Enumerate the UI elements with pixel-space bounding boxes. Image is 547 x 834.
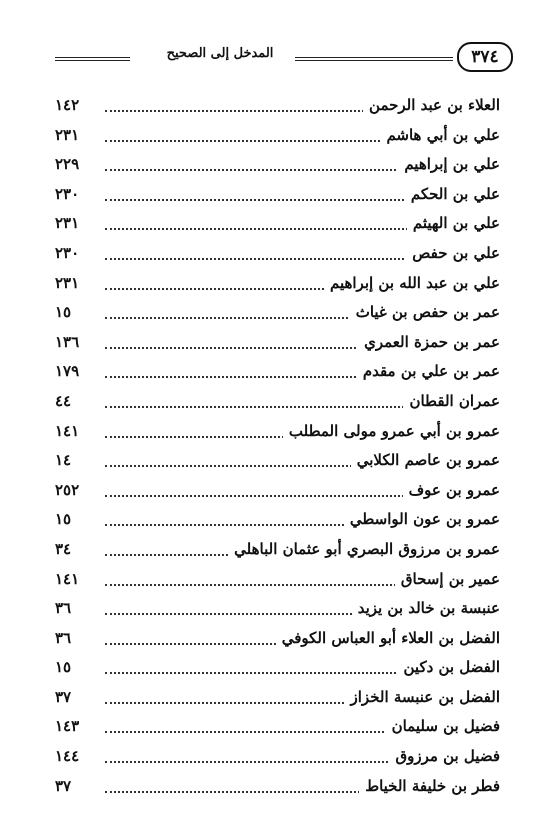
entry-page: ٢٣٠ bbox=[55, 243, 80, 262]
index-entry bbox=[55, 654, 500, 684]
entry-page: ٣٤ bbox=[55, 539, 72, 558]
index-entry bbox=[55, 151, 500, 181]
entry-name: عمرو بن عاصم الكلابي bbox=[351, 451, 500, 469]
entry-name: عمران القطان bbox=[403, 392, 500, 410]
entry-name: علي بن إبراهيم bbox=[398, 155, 500, 173]
entry-name: الفضل بن عنبسة الخزاز bbox=[345, 688, 501, 706]
index-entry bbox=[55, 299, 500, 329]
entry-name: فضيل بن مرزوق bbox=[389, 747, 500, 765]
index-entry bbox=[55, 566, 500, 596]
index-entry bbox=[55, 358, 500, 388]
entry-page: ٢٥٢ bbox=[55, 480, 80, 499]
index-entry bbox=[55, 210, 500, 240]
entry-name: فطر بن خليفة الخياط bbox=[359, 777, 500, 795]
entry-page: ٣٦ bbox=[55, 599, 72, 618]
index-entry bbox=[55, 270, 500, 300]
index-entry bbox=[55, 418, 500, 448]
index-entry bbox=[55, 181, 500, 211]
index-entry bbox=[55, 447, 500, 477]
entry-page: ٢٣١ bbox=[55, 214, 80, 233]
index-entry bbox=[55, 536, 500, 566]
index-entry bbox=[55, 625, 500, 655]
entry-name: عمر بن علي بن مقدم bbox=[357, 362, 500, 380]
index-entry bbox=[55, 122, 500, 152]
index-entry bbox=[55, 506, 500, 536]
entry-name: علي بن عبد الله بن إبراهيم bbox=[324, 274, 500, 292]
entry-name: علي بن أبي هاشم bbox=[380, 126, 500, 144]
entry-page: ١٤ bbox=[55, 451, 72, 470]
entry-name: عمرو بن مرزوق البصري أبو عثمان الباهلي bbox=[228, 540, 500, 558]
page-number: ٣٧٤ bbox=[457, 42, 513, 72]
entry-name: عمرو بن عون الواسطي bbox=[344, 510, 500, 528]
index-entry bbox=[55, 388, 500, 418]
index-entry bbox=[55, 92, 500, 122]
header-rule-left bbox=[55, 57, 130, 61]
entry-name: الفضل بن دكين bbox=[398, 658, 501, 676]
index-entry bbox=[55, 743, 500, 773]
entry-name: عنبسة بن خالد بن يزيد bbox=[352, 599, 500, 617]
entry-name: علي بن الهيثم bbox=[407, 214, 500, 232]
entry-name: فضيل بن سليمان bbox=[386, 717, 500, 735]
entry-name: عمرو بن عوف bbox=[403, 481, 500, 499]
entry-name: عمرو بن أبي عمرو مولى المطلب bbox=[283, 422, 500, 440]
index-entry bbox=[55, 477, 500, 507]
entry-page: ٤٤ bbox=[55, 391, 72, 410]
entry-page: ٢٢٩ bbox=[55, 155, 80, 174]
entry-name: عمر بن حفص بن غياث bbox=[350, 303, 500, 321]
entry-name: عمر بن حمزة العمري bbox=[358, 333, 500, 351]
entry-name: الفضل بن العلاء أبو العباس الكوفي bbox=[276, 629, 500, 647]
entry-page: ٢٣٠ bbox=[55, 184, 80, 203]
entry-name: عمير بن إسحاق bbox=[395, 570, 500, 588]
entry-page: ١٣٦ bbox=[55, 332, 80, 351]
entry-page: ١٥ bbox=[55, 303, 72, 322]
index-entry bbox=[55, 773, 500, 803]
entry-page: ١٤٣ bbox=[55, 717, 80, 736]
index-list bbox=[55, 92, 500, 802]
entry-page: ١٤١ bbox=[55, 421, 80, 440]
entry-page: ١٥ bbox=[55, 510, 72, 529]
entry-page: ١٤٢ bbox=[55, 96, 80, 114]
index-entry bbox=[55, 240, 500, 270]
index-entry bbox=[55, 684, 500, 714]
entry-name: العلاء بن عبد الرحمن bbox=[363, 96, 500, 114]
entry-page: ١٧٩ bbox=[55, 362, 80, 381]
entry-page: ٣٧ bbox=[55, 687, 72, 706]
entry-name: علي بن حفص bbox=[406, 244, 500, 262]
entry-page: ٣٧ bbox=[55, 776, 72, 795]
entry-page: ١٥ bbox=[55, 658, 72, 677]
entry-page: ٢٣١ bbox=[55, 125, 80, 144]
page-header bbox=[55, 40, 500, 76]
entry-page: ١٤٤ bbox=[55, 747, 80, 766]
entry-name: علي بن الحكم bbox=[405, 185, 500, 203]
header-rule-middle bbox=[295, 57, 453, 61]
index-entry bbox=[55, 595, 500, 625]
entry-page: ٣٦ bbox=[55, 628, 72, 647]
running-title: المدخل إلى الصحيح bbox=[166, 46, 274, 61]
entry-page: ١٤١ bbox=[55, 569, 80, 588]
index-entry bbox=[55, 713, 500, 743]
entry-page: ٢٣١ bbox=[55, 273, 80, 292]
index-entry bbox=[55, 329, 500, 359]
